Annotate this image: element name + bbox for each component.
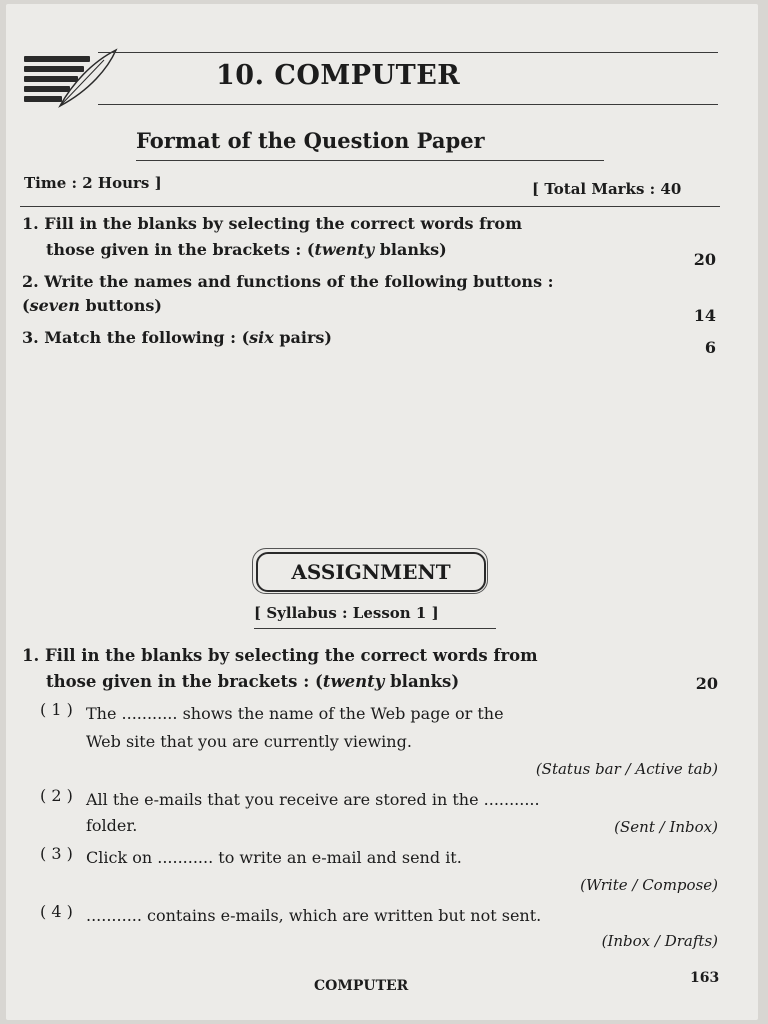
assignment-label: ASSIGNMENT [256, 552, 486, 592]
page-footer-subject: COMPUTER [314, 978, 409, 994]
item-1-line1: The ........... shows the name of the Web page or the [86, 704, 504, 723]
page-number: 163 [690, 970, 720, 986]
format-question-2-line1: 2. Write the names and functions of the following buttons : [22, 272, 554, 291]
format-question-3-marks: 6 [704, 338, 716, 357]
title-rule [98, 104, 718, 105]
format-question-2-line2: (seven buttons) [22, 296, 162, 315]
book-page [6, 4, 758, 1020]
syllabus-label: [ Syllabus : Lesson 1 ] [254, 604, 439, 622]
meta-rule [20, 206, 720, 207]
format-question-1-marks: 20 [693, 250, 716, 269]
section-question-line2: those given in the brackets : (twenty blanks) [46, 672, 460, 691]
item-4-number: ( 4 ) [40, 902, 73, 921]
format-heading: Format of the Question Paper [136, 128, 485, 153]
item-2-line2: folder. [86, 816, 138, 835]
item-2-answer-options: (Sent / Inbox) [614, 818, 718, 836]
chapter-title: 10. COMPUTER [216, 60, 461, 91]
item-3-line1: Click on ........... to write an e-mail and send it. [86, 848, 462, 867]
format-heading-underline [136, 160, 604, 161]
item-1-line2: Web site that you are currently viewing. [86, 732, 412, 751]
format-question-3: 3. Match the following : (six pairs) [22, 328, 332, 347]
total-marks-label: [ Total Marks : 40 [532, 180, 682, 198]
item-4-answer-options: (Inbox / Drafts) [601, 932, 718, 950]
format-question-2-marks: 14 [693, 306, 716, 325]
format-question-1-line1: 1. Fill in the blanks by selecting the correct words from [22, 214, 523, 233]
item-4-line1: ........... contains e-mails, which are written but not sent. [86, 906, 542, 925]
item-1-number: ( 1 ) [40, 700, 73, 719]
top-rule [98, 52, 718, 53]
time-label: Time : 2 Hours ] [24, 174, 162, 192]
section-question-line1: 1. Fill in the blanks by selecting the correct words from [22, 646, 538, 665]
item-1-answer-options: (Status bar / Active tab) [535, 760, 718, 778]
syllabus-underline [254, 628, 496, 629]
item-3-number: ( 3 ) [40, 844, 73, 863]
item-3-answer-options: (Write / Compose) [580, 876, 718, 894]
section-question-marks: 20 [695, 674, 718, 693]
item-2-line1: All the e-mails that you receive are stored in the ........... [86, 790, 540, 809]
format-question-1-line2: those given in the brackets : (twenty blanks) [46, 240, 447, 259]
item-2-number: ( 2 ) [40, 786, 73, 805]
